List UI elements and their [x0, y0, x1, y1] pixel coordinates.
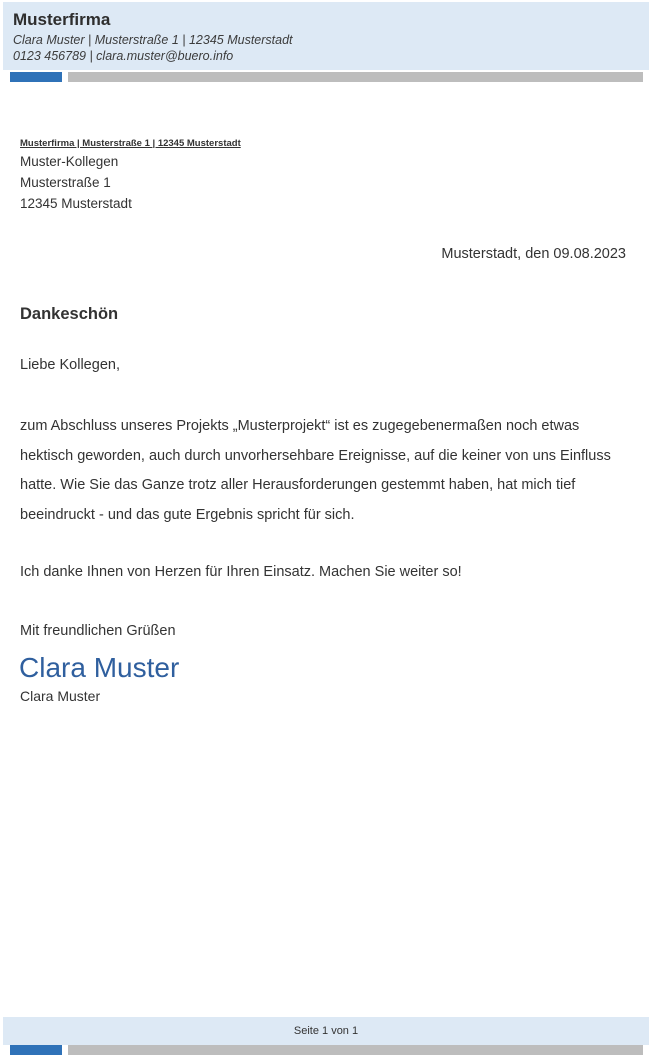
body-paragraph: [20, 412, 632, 530]
return-address-line: Musterfirma | Musterstraße 1 | 12345 Musterstadt: [20, 138, 241, 149]
letterhead: [3, 2, 649, 70]
letter-subject: Dankeschön: [20, 305, 119, 323]
thanks-sentence: Ich danke Ihnen von Herzen für Ihren Einsatz. Machen Sie weiter so!: [20, 564, 462, 580]
sender-address: Clara Muster | Musterstraße 1 | 12345 Musterstadt: [13, 33, 293, 47]
signer-name: Clara Muster: [20, 688, 101, 704]
company-name: Musterfirma: [13, 10, 111, 29]
body-line: beeindruckt - und das gute Ergebnis spricht für sich.: [20, 506, 355, 523]
body-line: hektisch geworden, auch durch unvorhersehbare Ereignisse, auf die keiner von uns Einfluss: [20, 447, 611, 464]
page-number: Seite 1 von 1: [293, 1025, 359, 1037]
signature: Clara Muster: [19, 652, 180, 683]
body-line: hatte. Wie Sie das Ganze trotz aller Herausforderungen gestemmt haben, hat mich tief: [20, 477, 576, 493]
recipient-street: Musterstraße 1: [20, 175, 111, 190]
header-accent-bar: [10, 72, 62, 82]
closing: Mit freundlichen Grüßen: [20, 623, 176, 639]
letter-date: Musterstadt, den 09.08.2023: [441, 246, 626, 262]
recipient-city: 12345 Musterstadt: [20, 196, 132, 211]
header-divider-bar: [68, 72, 643, 82]
sender-contact: 0123 456789 | clara.muster@buero.info: [13, 49, 234, 63]
page-footer: [3, 1017, 649, 1045]
body-line: zum Abschluss unseres Projekts „Musterprojekt“ ist es zugegebenermaßen noch etwas: [20, 418, 580, 434]
salutation: Liebe Kollegen,: [20, 357, 120, 373]
recipient-name: Muster-Kollegen: [20, 154, 119, 169]
